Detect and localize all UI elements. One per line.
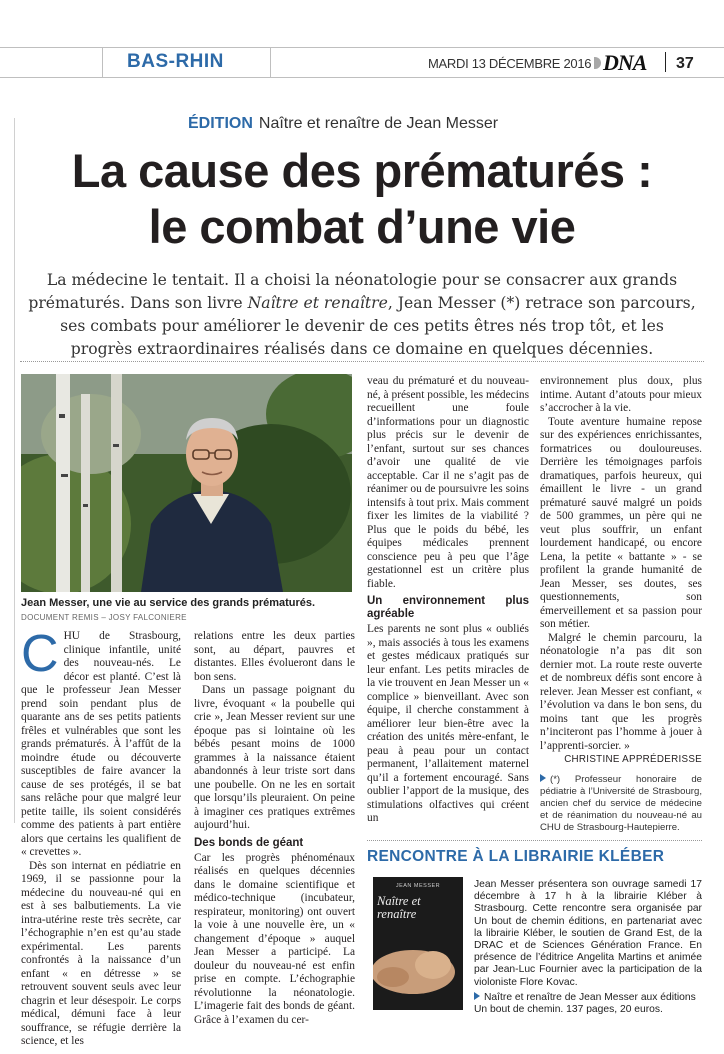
author-signature: CHRISTINE APPRÉDERISSE	[564, 754, 702, 765]
subheading: Un environnement plus agréable	[367, 595, 529, 620]
drop-cap: C	[21, 625, 59, 683]
chapo-book-title: Naître et renaître	[247, 294, 388, 312]
paragraph: Dès son internat en pédiatrie en 1969, il se passionne pour la médecine du nouveau-né qui en est à ses balbutiements. La vie intra-utérine reste très secrète, car l’échographie n’en est qu’au stade expérimental. Les parents confrontés à la naissance d’un enfant « en détresse » se retrouvent souvent seuls avec leur chagrin et leur désespoir. Le corps médical, démuni face à leur souffrance, se réfugie derrière la science, et les	[21, 859, 181, 1047]
margin-rule	[14, 118, 15, 823]
headline-line-2: le combat d’une vie	[148, 200, 576, 253]
paragraph: Malgré le chemin parcouru, la néonatologie n’a pas dit son dernier mot. La route reste ouverte et de nombreux défis sont encore à relever. Jean Messer est confiant, « l’évolution va dans le bon sens, du moins tant que les progrès n’inciteront pas l’homme à jouer à l’apprenti-sorcier. »	[540, 631, 702, 752]
book-author: JEAN MESSER	[395, 883, 441, 889]
article-photo	[21, 374, 352, 592]
newspaper-logo: DNA	[603, 50, 647, 75]
chapo-text: , Jean Messer (*) retrace son parcours, ses combats pour améliorer le devenir de ces petits êtres nés trop tôt, et les progrès extraordinaires réalisés dans ce domaine en quelques décennies.	[60, 294, 696, 358]
article-column-2	[194, 630, 355, 1027]
box-title: RENCONTRE À LA LIBRAIRIE KLÉBER	[367, 848, 665, 865]
issue-date	[428, 56, 601, 71]
header-divider	[270, 47, 271, 78]
dotted-separator	[20, 361, 704, 362]
article-column-3	[367, 375, 529, 826]
paragraph: Toute aventure humaine repose sur des expériences enrichissantes, formatrices ou douloureuses. Derrière les témoignages parfois dramatiques, parfois heureux, qui émaillent le livre - un grand prématuré sauvé malgré un poids de 500 grammes, un père qui ne veut plus souffrir, un enfant lourdement handicapé, ou encore Lena, la petite « battante » - se profilent la grande humanité de Jean Messer, ses doutes, ses questionnements, son émerveillement et sa passion pour son métier.	[540, 415, 702, 630]
paragraph: HU de Strasbourg, clinique infantile, unité des nouveau-nés. Le décor est planté. C’est là que le professeur Jean Messer prend soin pendant plus de quarante ans de ses petits patients frêles et vulnérables que sont les grands prématurés. À l’affût de la moindre étude ou découverte susceptibles de faire avancer la cause de ses protégés, il se bat sans relâche pour que malgré leur petite taille, ils soient considérés comme des patients à part entière alors que certains les qualifient de « crevettes ».	[21, 630, 181, 858]
subheading: Des bonds de géant	[194, 836, 304, 849]
book-reference-text: Naître et renaître de Jean Messer aux éditions Un bout de chemin. 137 pages, 20 euros.	[474, 992, 696, 1016]
photo-illustration	[21, 374, 352, 592]
box-top-rule	[367, 840, 702, 841]
book-title: Naître et renaître	[377, 894, 421, 921]
paragraph: Les parents ne sont plus « oubliés », mais associés à tous les examens et gestes médicaux pratiqués sur leur enfant. Les petits miracles de la vie trouvent en Jean Messer un « complice » bienveillant. Avec son équipe, il cherche constamment à améliorer leur bien-être avec la création des unités mère-enfant, le peau à peau pour un contact permanent, l’allaitement maternel qu’il a fortement encouragé. Sans oublier l’apport de la musique, des stimulations olfactives qui créent un	[367, 623, 529, 824]
page-number: 37	[676, 55, 694, 72]
chapo-text: La médecine le tentait. Il a choisi la néonatologie pour se consacrer aux grands prématurés. Dans son livre	[28, 271, 678, 312]
kicker-text: Naître et renaître de Jean Messer	[258, 115, 499, 132]
chapo	[28, 269, 696, 361]
logo-divider	[665, 52, 666, 72]
paragraph: Car les progrès phénoménaux réalisés en quelques décennies dans le domaine scientifique et médico-technique (incubateur, respirateur, monitoring) ont ouvert la voie à une nouvelle ère, un « changement d’époque » auquel Jean Messer a participé. La douleur du nouveau-né est enfin prise en compte. L’échographie révolutionne la néonatologie. L’imagerie fait des bonds de géant. Grâce à l’examen du cer-	[194, 851, 355, 1026]
article-column-1	[21, 625, 181, 1049]
book-reference	[474, 992, 702, 1016]
kicker	[188, 115, 498, 133]
footnote	[540, 774, 702, 834]
section-name: BAS-RHIN	[127, 51, 224, 72]
header-top-rule	[0, 47, 724, 48]
book-cover	[373, 877, 463, 1010]
photo-credit: DOCUMENT REMIS – JOSY FALCONIERE	[21, 613, 187, 622]
header-divider	[102, 47, 103, 78]
paragraph: environnement plus doux, plus intime. Autant d’atouts pour mieux s’accrocher à la vie.	[540, 375, 702, 414]
paragraph: Dans un passage poignant du livre, évoquant « la poubelle qui crie », Jean Messer revient sur une époque pas si lointaine où les bébés pesant moins de 1000 grammes à la naissance étaient abandonnés à leur triste sort dans une poubelle. On ne les en sortait que lorsqu’ils pleuraient. On peine à imaginer ces pratiques extrêmes aujourd’hui.	[194, 684, 355, 831]
issue-date-text: MARDI 13 DÉCEMBRE 2016	[428, 56, 592, 71]
box-text: Jean Messer présentera son ouvrage samedi 17 décembre à 17 h à la librairie Kléber à Strasbourg. Cette rencontre sera organisée par Un bout de chemin éditions, en partenariat avec la librairie Kléber, le soutien de Grand Est, de la DRAC et de Sciences Génération France. En présence de l’éditrice Angelita Martins et animée par Jean-Luc Fournier avec la participation de la violoniste Flore Kovac.	[474, 879, 702, 988]
paragraph: relations entre les deux parties sont, au départ, pauvres et distantes. Elles évolueront dans le bon sens.	[194, 630, 355, 683]
footnote-text: (*) Professeur honoraire de pédiatrie à l’Université de Strasbourg, ancien chef du service de médecine et de réanimation du nouveau-né au CHU de Strasbourg-Hautepierre.	[540, 773, 702, 833]
kicker-label: ÉDITION	[188, 115, 253, 132]
headline	[20, 143, 704, 255]
headline-line-1: La cause des prématurés :	[71, 144, 653, 197]
article-column-4	[540, 375, 702, 834]
photo-caption: Jean Messer, une vie au service des grands prématurés.	[21, 597, 316, 609]
paragraph: veau du prématuré et du nouveau-né, à présent possible, les médecins recueillent une foule d’informations pour un diagnostic plus précis sur le devenir de l’enfant, surtout sur ses chances d’avoir une qualité de vie acceptable. Car il ne s’agit pas de réanimer ou de poursuivre les soins intensifs à tout prix. Mais comment fixer les limites de la viabilité ? Plus que le poids du bébé, les équipes médicales prennent conscience peu à peu que l’âge gestationnel est un critère plus fiable.	[367, 375, 529, 590]
header-bottom-rule	[0, 77, 724, 78]
bullet-icon	[474, 992, 480, 1000]
bullet-icon	[540, 774, 546, 782]
moon-icon	[594, 57, 601, 69]
